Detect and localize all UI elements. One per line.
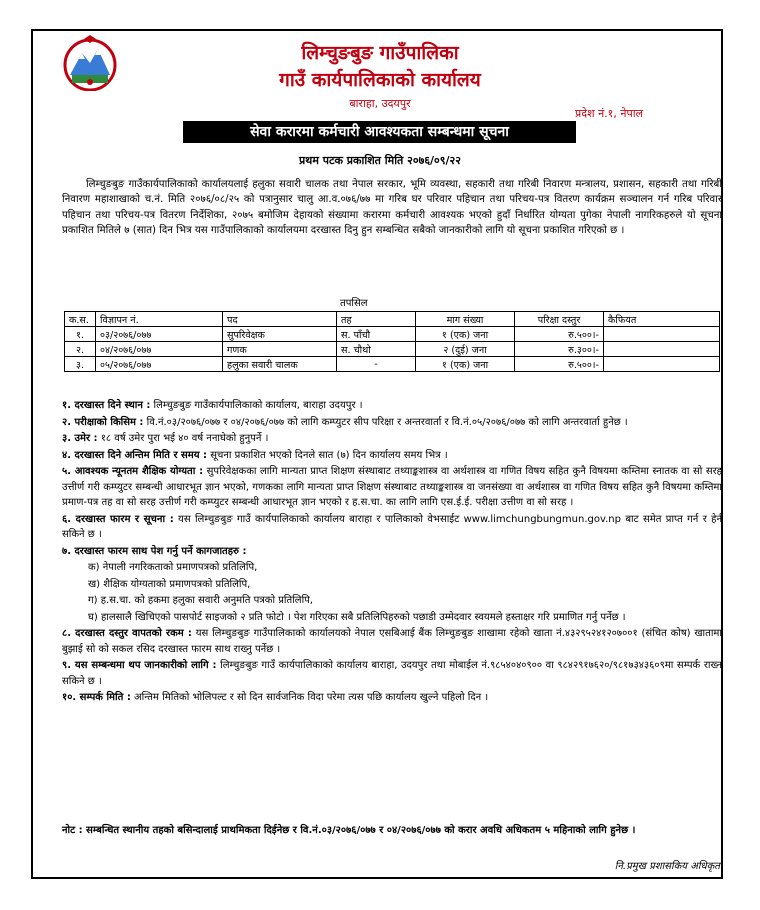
notice-title: सेवा करारमा कर्मचारी आवश्यकता सम्बन्धमा सूचना bbox=[183, 121, 576, 143]
condition-item: १. दरखास्त दिने स्थान : लिम्चुङबुङ गाउँकार्यपालिकाको कार्यालय, बाराहा उदयपुर । bbox=[62, 400, 363, 411]
col-ad-no: विज्ञापन नं. bbox=[96, 312, 223, 327]
published-date: प्रथम पटक प्रकाशित मिति २०७६/०९/२२ bbox=[299, 154, 461, 167]
cell-count: १ (एक) जना bbox=[416, 357, 515, 372]
table-header-row bbox=[65, 312, 720, 327]
cell-count: १ (एक) जना bbox=[416, 327, 515, 342]
cell-fee: रु.५००।- bbox=[515, 357, 604, 372]
cell-count: २ (दुई) जना bbox=[416, 342, 515, 357]
col-fee: परिक्षा दस्तुर bbox=[515, 312, 604, 327]
table-caption: तपसिल bbox=[340, 298, 368, 309]
condition-item: ५. आवश्यक न्यूनतम शैक्षिक योग्यता : सुपरिवेक्षकका लागि मान्यता प्राप्त शिक्षण संस्थाबाट तथ्याङ्कशास्त्र वा अर्थशास्त्र वा गणित विषय सहित कुनै विषयमा कम्तिमा स्नातक वा सो सरह उत्तीर्ण गरी कम्प्युटर सम्बन्धी आधारभूत ज्ञान भएको, गणकका लागि मान्यता प्राप्त शिक्षण संस्थाबाट तथ्याङ्कशास्त्र वा जनसंख्या वा अर्थशास्त्र वा गणित विषय सहित कुनै विषयमा कम्तिमा प्रमाण-पत्र तह वा सो सरह उत्तीर्ण गरी कम्प्युटर सम्बन्धी आधारभूत ज्ञान भएको र ह.स.चा. का लागि लागि एस.ई.ई. परीक्षा उत्तीण वा सो सरह । bbox=[62, 466, 722, 508]
cell-post: हलुका सवारी चालक bbox=[223, 357, 337, 372]
cell-ad-no: ०४/२०७६/०७७ bbox=[96, 342, 223, 357]
office-name: गाउँ कार्यपालिकाको कार्यालय bbox=[279, 69, 481, 91]
cell-sn: १. bbox=[65, 327, 96, 342]
cell-remarks bbox=[604, 357, 720, 372]
office-address: बाराहा, उदयपुर bbox=[349, 97, 411, 110]
condition-item: ८. दरखास्त दस्तुर वापतको रकम : यस लिम्चुङबुङ गाउँपालिकाको कार्यालयको नेपाल एसबिआई बैंक लिम्चुङबुङ शाखामा रहेको खाता नं.४३२९५२४१२०७००१ (संचित कोष) खातामा बुझाई सो को सकल रसिद दरखास्त फारम साथ राख्नु पर्नेछ । bbox=[62, 628, 722, 655]
condition-item: २. परीक्षाको किसिम : वि.नं.०३/२०७६/०७७ र ०४/२०७६/०७७ को लागि कम्प्युटर सीप परिक्षा र अन्तरवार्ता र वि.नं.०५/२०७६/०७७ को लागि अन्तरवार्ता हुनेछ । bbox=[62, 416, 628, 428]
condition-item: ७. दरखास्त फारम साथ पेश गर्नु पर्ने कागजातहरु : bbox=[62, 545, 247, 557]
nepal-emblem-icon bbox=[62, 35, 118, 91]
cell-sn: ३. bbox=[65, 357, 96, 372]
signature-line: नि.प्रमुख प्रशासकिय अधिकृत bbox=[614, 861, 720, 872]
cell-level: स. पाँचौ bbox=[337, 327, 416, 342]
col-remarks: कैफियत bbox=[604, 312, 720, 327]
document-item: ख) शैक्षिक योग्यताको प्रमाणपत्रको प्रतिलिपि, bbox=[88, 578, 251, 590]
vacancy-table bbox=[64, 311, 720, 372]
condition-item: ६. दरखास्त फारम र सूचना : यस लिम्चुङबुङ गाउँ कार्यपालिकाको कार्यालय बाराहा र पालिकाको वेभसाईट www.limchungbungmun.gov.np बाट समेत प्राप्त गर्न र हेर्न सकिने छ । bbox=[62, 513, 722, 540]
table-row bbox=[65, 342, 720, 357]
col-level: तह bbox=[337, 312, 416, 327]
table-row bbox=[65, 357, 720, 372]
cell-remarks bbox=[604, 342, 720, 357]
condition-item: १०. सम्पर्क मिति : अन्तिम मितिको भोलिपल्ट र सो दिन सार्वजनिक विदा परेमा त्यस पछि कार्यालय खुल्ने पहिलो दिन । bbox=[62, 692, 489, 703]
cell-remarks bbox=[604, 327, 720, 342]
cell-level: - bbox=[337, 357, 416, 372]
cell-ad-no: ०५/२०७६/०७७ bbox=[96, 357, 223, 372]
table-row bbox=[65, 327, 720, 342]
province-label: प्रदेश नं.१, नेपाल bbox=[575, 107, 644, 120]
cell-post: सुपरिवेक्षक bbox=[223, 327, 337, 342]
document-item: क) नेपाली नगरिकताको प्रमाणपत्रको प्रतिलिपि, bbox=[88, 562, 258, 573]
note-text: नोट : सम्बन्धित स्थानीय तहको बसिन्दालाई प्राथमिकता दिईनेछ र वि.नं.०३/२०७६/०७७ र ०४/२०७६/०७७ को करार अवधि अधिकतम ५ महिनाको लागि हुनेछ । bbox=[62, 825, 636, 836]
intro-paragraph: लिम्चुङबुङ गाउँकार्यपालिकाको कार्यालयलाई हलुका सवारी चालक तथा नेपाल सरकार, भूमि व्यवस्था, सहकारी तथा गरिबी निवारण मन्त्रालय, प्रशासन, सहकारी तथा गरिबी निवारण महाशाखाको च.नं. मिति २०७६/०८/२५ को पत्रानुसार चालु आ.व.०७६/७७ मा गरिब घर परिवार पहिचान तथा परिचय-पत्र वितरण कार्यक्रम सञ्चालन गर्न गरिब परिवार पहिचान तथा परिचय-पत्र वितरण निर्देशिका, २०७५ बमोजिम देहायको संख्यामा करारमा कर्मचारी आवश्यक भएको हुदाँ निर्धारित योग्यता पुगेका नेपाली नागरिकहरुले यो सूचना प्रकाशित मितिले ७ (सात) दिन भित्र यस गाउँपालिकाको कार्यालयमा दरखास्त दिनु हुन सम्बन्धित सबैको जानकारीको लागि यो सूचना प्रकाशित गरिएको छ । bbox=[62, 179, 722, 237]
municipality-name: लिम्चुङबुङ गाउँपालिका bbox=[301, 42, 459, 64]
cell-fee: रु.५००।- bbox=[515, 327, 604, 342]
cell-fee: रु.३००।- bbox=[515, 342, 604, 357]
conditions-section bbox=[62, 398, 722, 707]
condition-item: ९. यस सम्बन्धमा थप जानकारीको लागि : लिम्चुङबुङ गाउँ कार्यपालिकाको कार्यालय बाराहा, उदयपुर तथा मोबाईल नं.९८५४०४०९०० वा ९८४२९१७६२०/९८१७३४३६०९मा सम्पर्क राख्न सकिने छ । bbox=[62, 660, 722, 687]
col-post: पद bbox=[223, 312, 337, 327]
cell-post: गणक bbox=[223, 342, 337, 357]
cell-level: स. चौथो bbox=[337, 342, 416, 357]
col-count: माग संख्या bbox=[416, 312, 515, 327]
cell-sn: २. bbox=[65, 342, 96, 357]
col-sn: क.स. bbox=[65, 312, 96, 327]
document-item: ग) ह.स.चा. को हकमा हलुका सवारी अनुमति पत्रको प्रतिलिपि, bbox=[88, 595, 314, 606]
cell-ad-no: ०३/२०७६/०७७ bbox=[96, 327, 223, 342]
document-item: घ) हालसालै खिचिएको पासपोर्ट साइजको २ प्रति फोटो । पेश गरिएका सबै प्रतिलिपिहरुको पछाडी उम्मेदवार स्वयमले हस्ताक्षर गरि प्रमाणित गर्नु पर्नेछ । bbox=[88, 611, 626, 623]
condition-item: ३. उमेर : १८ वर्ष उमेर पुरा भई ४० वर्ष ननाघेको हुनुपर्ने । bbox=[62, 433, 269, 444]
condition-item: ४. दरखास्त दिने अन्तिम मिति र समय : सूचना प्रकाशित भएको दिनले सात (७) दिन कार्यालय समय भित्र । bbox=[62, 449, 448, 461]
